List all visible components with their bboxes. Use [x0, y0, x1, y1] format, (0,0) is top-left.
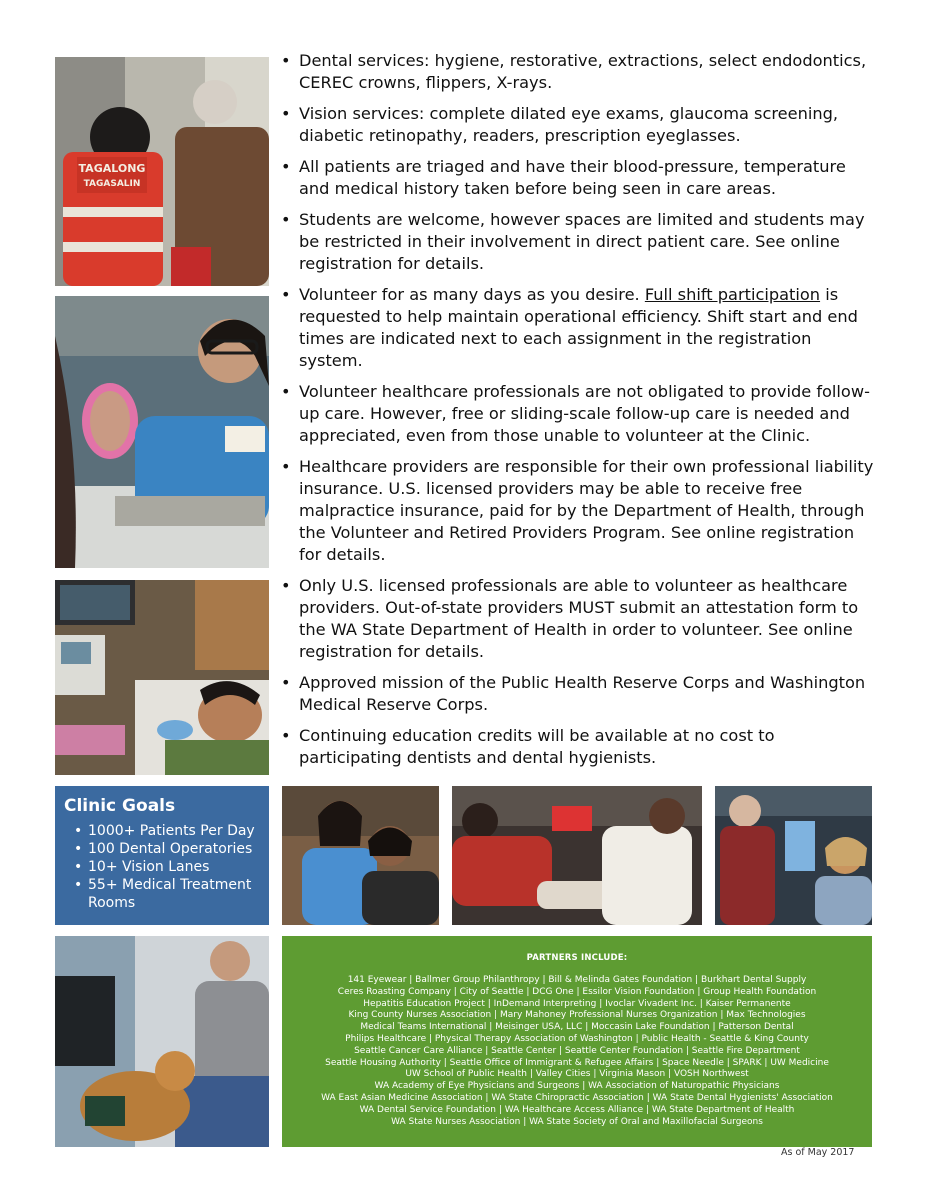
bullet-triage: • All patients are triaged and have their blood-pressure, temperature and medical history taken before being seen in care areas.: [279, 156, 879, 200]
partners-line: 141 Eyewear | Ballmer Group Philanthropy | Bill & Melinda Gates Foundation | Burkhart Dental Supply: [347, 975, 807, 985]
photo-foot-care: [452, 786, 702, 925]
as-of-date: As of May 2017: [781, 1147, 855, 1158]
vest-text-line1: TAGALONG: [78, 162, 146, 175]
partners-title: PARTNERS INCLUDE:: [526, 953, 628, 963]
photo-handshake: [715, 786, 872, 925]
partners-line: WA State Nurses Association | WA State Society of Oral and Maxillofacial Surgeons: [391, 1116, 763, 1127]
partners-line: Seattle Housing Authority | Seattle Office of Immigrant & Refugee Affairs | Space Needle | SPARK | UW Medicine: [325, 1057, 829, 1068]
partners-line: WA Academy of Eye Physicians and Surgeons | WA Association of Naturopathic Physicians: [374, 1081, 780, 1092]
partners-line: Hepatitis Education Project | InDemand Interpreting | Ivoclar Vivadent Inc. | Kaiser Permanente: [363, 998, 791, 1009]
clinic-goals-box: [55, 786, 269, 925]
partners-line: UW School of Public Health | Valley Cities | Virginia Mason | VOSH Northwest: [405, 1069, 749, 1080]
bullet-liability-insurance: • Healthcare providers are responsible for their own professional liability insurance. U.S. licensed providers may be able to receive free malpractice insurance, paid for by the Department of Health, through the Volunteer and Retired Providers Program. See online registration for details.: [279, 456, 879, 566]
bullet-vision-services: • Vision services: complete dilated eye exams, glaucoma screening, diabetic retinopathy, readers, prescription eyeglasses.: [279, 103, 879, 147]
bullet-approved-mission: • Approved mission of the Public Health Reserve Corps and Washington Medical Reserve Corps.: [279, 672, 879, 716]
partners-line: WA Dental Service Foundation | WA Healthcare Access Alliance | WA State Department of Health: [359, 1104, 795, 1115]
photo-eye-exam: [55, 296, 269, 568]
info-bullet-list: [279, 50, 879, 778]
bullet-students: • Students are welcome, however spaces are limited and students may be restricted in their involvement in direct patient care. See online registration for details.: [279, 209, 879, 275]
bullet-continuing-education: • Continuing education credits will be available at no cost to participating dentists and dental hygienists.: [279, 725, 879, 769]
bullet-follow-up-care: • Volunteer healthcare professionals are not obligated to provide follow-up care. However, free or sliding-scale follow-up care is needed and appreciated, even from those unable to volunteer at the Clinic.: [279, 381, 879, 447]
photo-ultrasound: [55, 580, 269, 775]
partners-line: Ceres Roasting Company | City of Seattle | DCG One | Essilor Vision Foundation | Group Health Foundation: [337, 986, 817, 997]
bullet-licensed-professionals: • Only U.S. licensed professionals are able to volunteer as healthcare providers. Out-of-state providers MUST submit an attestation form to the WA State Department of Health in order to volunteer. See online registration for details.: [279, 575, 879, 663]
partners-box: [282, 936, 872, 1147]
goal-item: • 100 Dental Operatories: [74, 840, 261, 858]
bullet-dental-services: • Dental services: hygiene, restorative, extractions, select endodontics, CEREC crowns, flippers, X-rays.: [279, 50, 879, 94]
bullet-volunteer-days: • Volunteer for as many days as you desire. Full shift participation is requested to help maintain operational efficiency. Shift start and end times are indicated next to each assignment in the registration system.: [279, 284, 879, 372]
full-shift-link[interactable]: Full shift participation: [644, 285, 821, 304]
photo-service-dog: [55, 936, 269, 1147]
partners-line: Philips Healthcare | Physical Therapy Association of Washington | Public Health - Seattle & King County: [345, 1033, 809, 1044]
goal-item: • 10+ Vision Lanes: [74, 858, 261, 876]
goal-item: • 1000+ Patients Per Day: [74, 822, 261, 840]
partners-line: Medical Teams International | Meisinger USA, LLC | Moccasin Lake Foundation | Patterson Dental: [360, 1022, 794, 1033]
clinic-goals-title: Clinic Goals: [64, 796, 176, 816]
partners-line: King County Nurses Association | Mary Mahoney Professional Nurses Organization | Max Technologies: [348, 1010, 806, 1021]
goal-item: • 55+ Medical Treatment Rooms: [74, 876, 261, 912]
photo-volunteers-vest: [55, 57, 269, 286]
photo-two-volunteers: [282, 786, 439, 925]
partners-line: WA East Asian Medicine Association | WA State Chiropractic Association | WA State Dental Hygienists' Association: [321, 1092, 833, 1103]
partners-line: Seattle Cancer Care Alliance | Seattle Center | Seattle Center Foundation | Seattle Fire Department: [354, 1045, 800, 1056]
vest-text-line2: TAGASALIN: [83, 179, 141, 189]
